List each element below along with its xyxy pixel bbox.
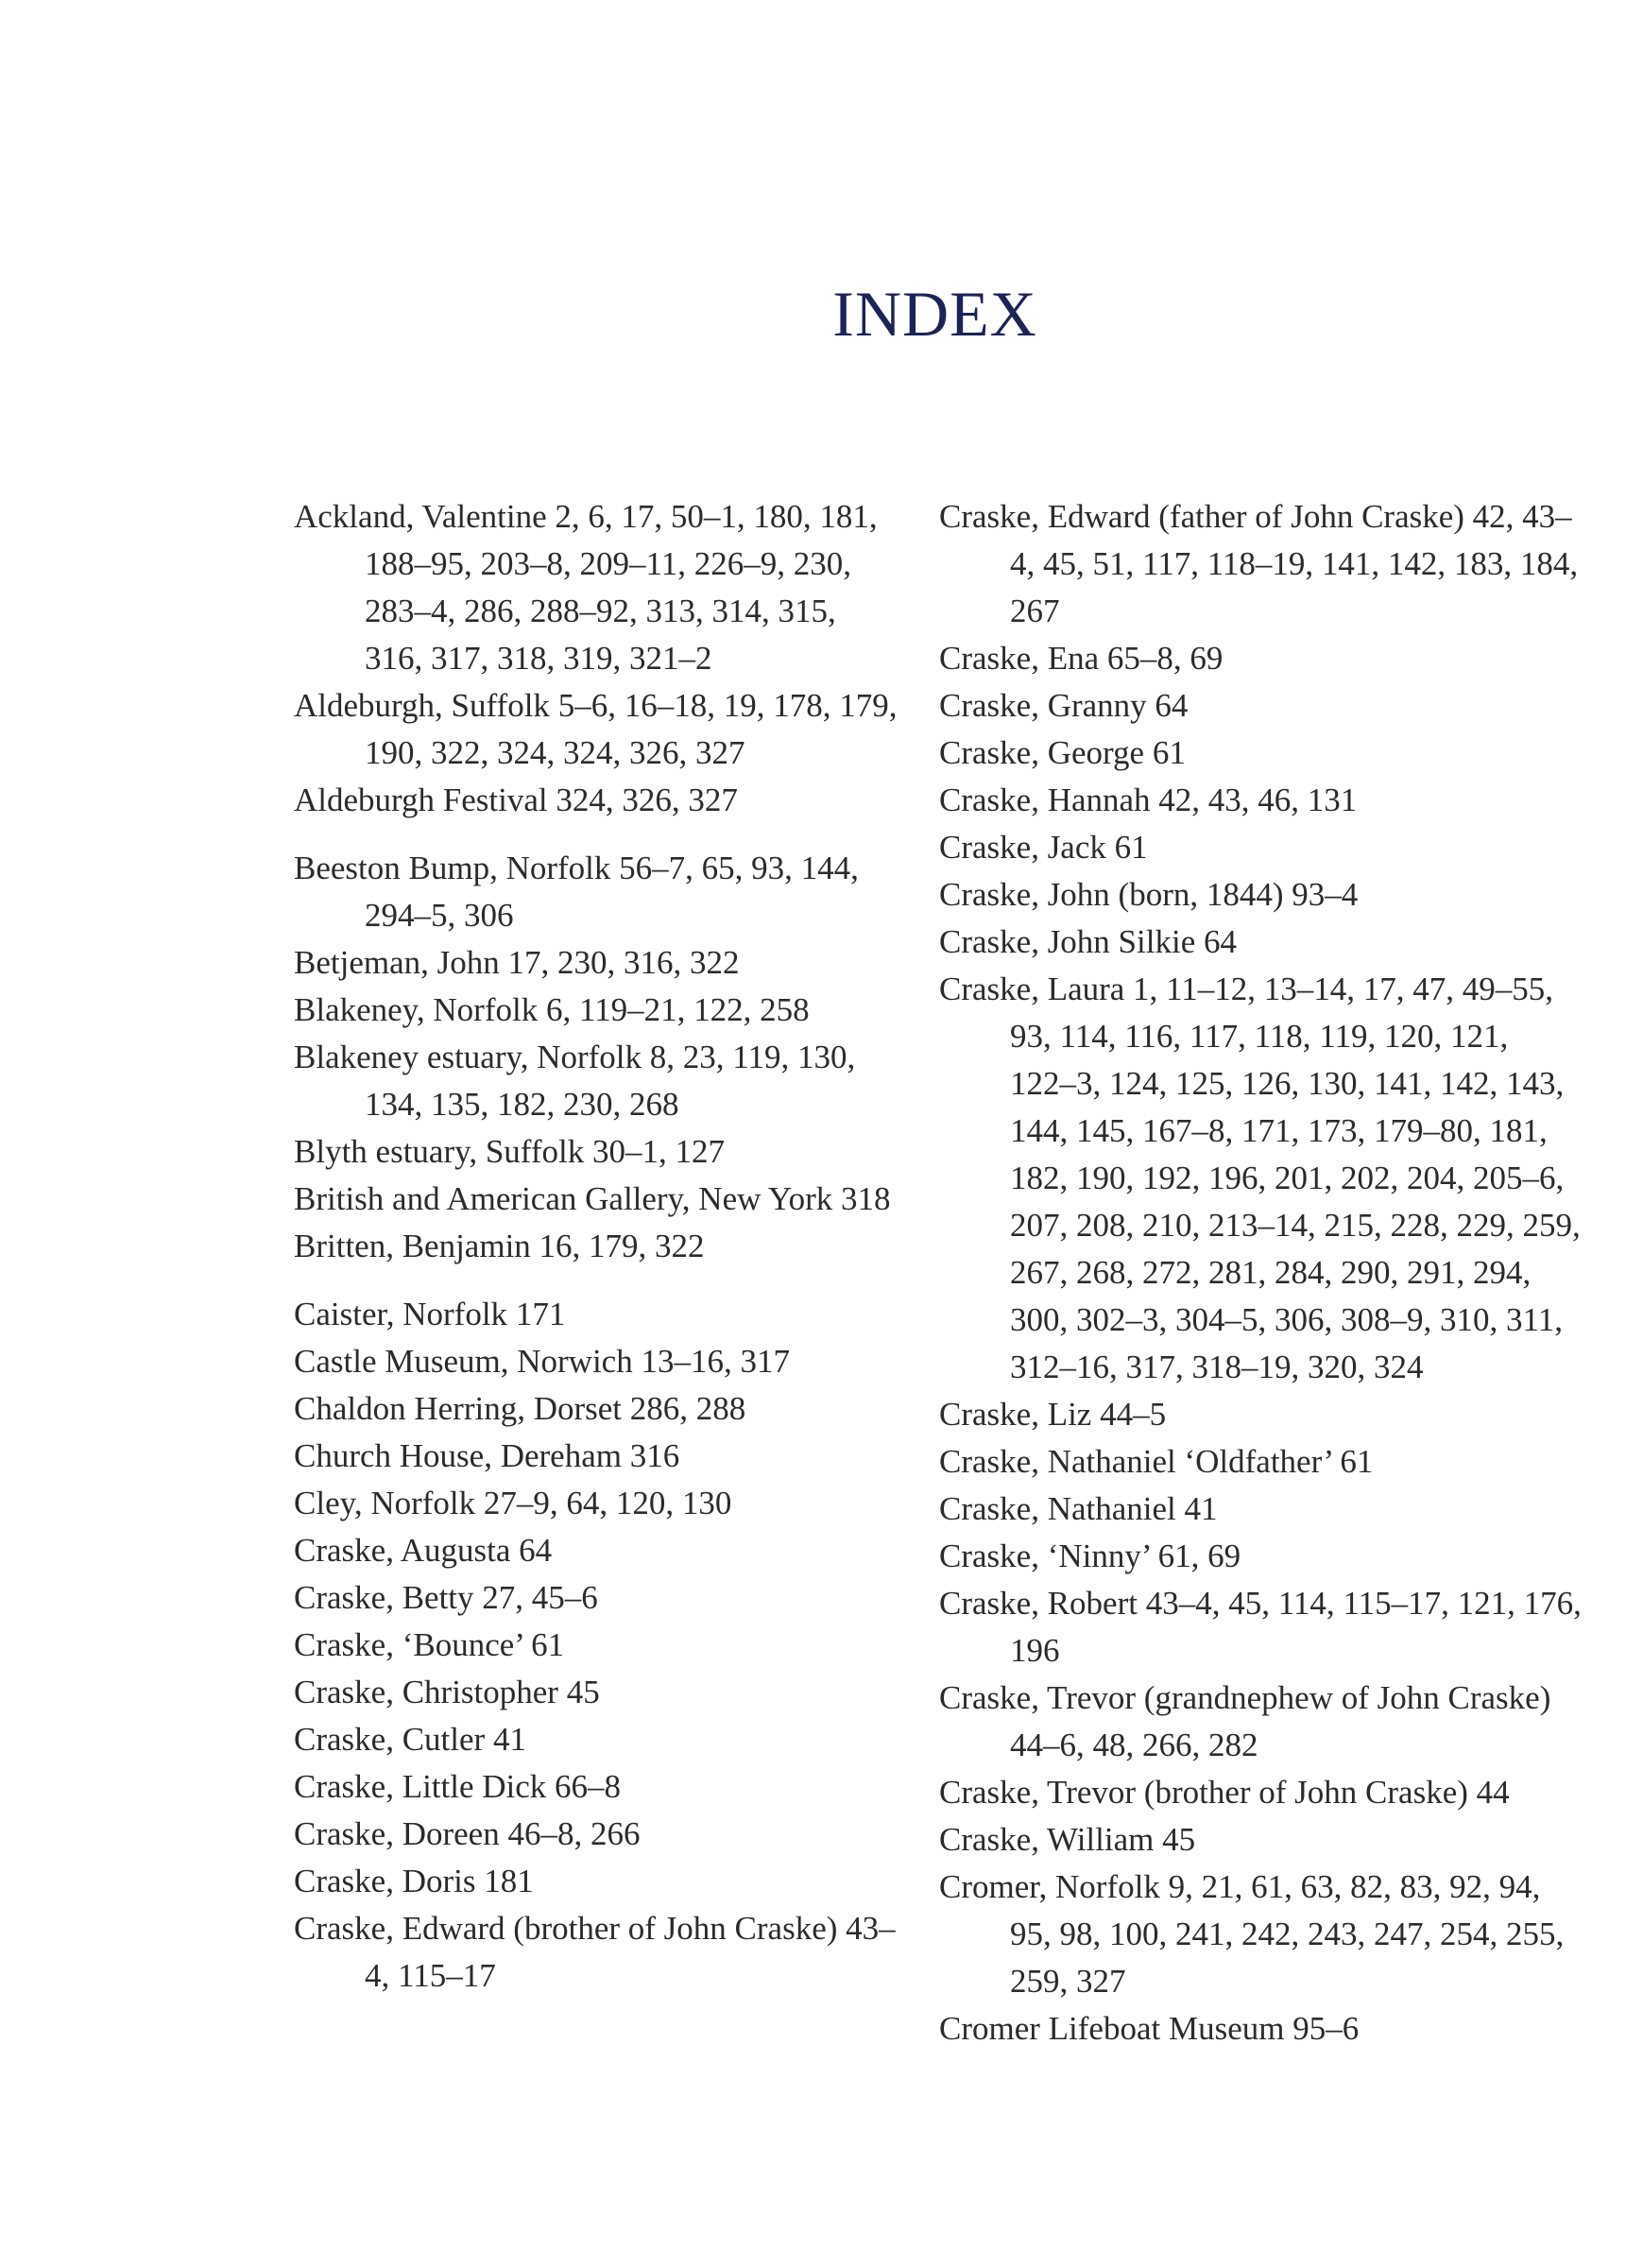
index-entry [294, 1128, 899, 1176]
index-page-refs: 318 [841, 1180, 891, 1217]
index-page-refs: 17, 230, 316, 322 [507, 944, 740, 981]
index-term: Craske, Nathaniel ‘Oldfather’ [939, 1443, 1332, 1480]
index-entry [939, 777, 1582, 824]
index-entry [939, 635, 1582, 682]
index-term: Cromer, Norfolk [939, 1868, 1160, 1905]
index-page-refs: 6, 119–21, 122, 258 [545, 991, 810, 1028]
index-term: Craske, Edward (father of John Craske) [939, 498, 1464, 535]
index-term: Betjeman, John [294, 944, 500, 981]
index-term: Craske, Edward (brother of John Craske) [294, 1910, 838, 1947]
index-term: Caister, Norfolk [294, 1296, 508, 1332]
index-term: Craske, Laura [939, 971, 1125, 1007]
index-page-refs: 42, 43–4, 45, 51, 117, 118–19, 141, 142, 183, 184, 267 [1010, 498, 1579, 629]
index-page-refs: 64 [519, 1532, 553, 1569]
index-page-refs: 56–7, 65, 93, 144, 294–5, 306 [365, 850, 859, 934]
index-entry [294, 1811, 899, 1858]
index-page-refs: 61 [531, 1626, 565, 1663]
index-entry [939, 1533, 1582, 1580]
index-entry [939, 493, 1582, 635]
index-entry [939, 966, 1582, 1391]
index-page-refs: 171 [515, 1296, 566, 1332]
index-entry [939, 1580, 1582, 1675]
index-entry [294, 1669, 899, 1716]
index-entry [939, 919, 1582, 966]
index-page-refs: 5–6, 16–18, 19, 178, 179, 190, 322, 324, 324, 326, 327 [365, 687, 898, 771]
index-page-refs: 181 [484, 1863, 534, 1899]
index-term: Craske, Little Dick [294, 1768, 547, 1805]
index-entry [939, 1438, 1582, 1486]
index-page-refs: 41 [1184, 1490, 1218, 1527]
index-page-refs: 46–8, 266 [507, 1815, 641, 1852]
index-term: Craske, Nathaniel [939, 1490, 1176, 1527]
index-entry [294, 1385, 899, 1433]
index-entry [294, 1574, 899, 1622]
index-entry [939, 824, 1582, 871]
index-term: Craske, Ena [939, 640, 1100, 677]
index-term: Craske, ‘Ninny’ [939, 1538, 1150, 1574]
index-entry [939, 730, 1582, 777]
index-page-refs: 61 [1152, 734, 1186, 771]
index-page-refs: 64 [1155, 687, 1189, 724]
index-entry [294, 845, 899, 939]
index-entry [939, 871, 1582, 919]
index-page-refs: 61 [1114, 829, 1148, 866]
index-page-refs: 8, 23, 119, 130, 134, 135, 182, 230, 268 [365, 1039, 856, 1123]
index-entry [939, 1675, 1582, 1769]
index-term: Craske, Betty [294, 1579, 474, 1616]
index-entry [294, 1716, 899, 1763]
index-term: Craske, Augusta [294, 1532, 511, 1569]
index-page-refs: 9, 21, 61, 63, 82, 83, 92, 94, 95, 98, 100, 241, 242, 243, 247, 254, 255, 259, 327 [1010, 1868, 1565, 2000]
index-entry [939, 1769, 1582, 1816]
index-page-refs: 316 [629, 1437, 680, 1474]
index-page-refs: 42, 43, 46, 131 [1158, 782, 1358, 818]
index-term: Aldeburgh, Suffolk [294, 687, 550, 724]
index-term: British and American Gallery, New York [294, 1180, 833, 1217]
index-term: Craske, John (born, 1844) [939, 876, 1284, 913]
index-entry [294, 1527, 899, 1574]
index-term: Aldeburgh Festival [294, 782, 548, 818]
index-term: Craske, Doris [294, 1863, 476, 1899]
index-page-refs: 66–8 [555, 1768, 622, 1805]
index-term: Blakeney, Norfolk [294, 991, 539, 1028]
index-page-refs: 30–1, 127 [591, 1133, 725, 1170]
index-column-right [939, 493, 1582, 2053]
index-page-refs: 286, 288 [629, 1390, 746, 1427]
index-entry [294, 939, 899, 987]
index-term: Craske, ‘Bounce’ [294, 1626, 523, 1663]
page-title: INDEX [832, 278, 1037, 350]
index-entry [294, 987, 899, 1034]
index-term: Blakeney estuary, Norfolk [294, 1039, 642, 1075]
index-page-refs: 64 [1203, 923, 1237, 960]
index-entry [939, 1864, 1582, 2005]
index-term: Craske, John Silkie [939, 923, 1196, 960]
index-page-refs: 324, 326, 327 [556, 782, 738, 818]
index-term: Cromer Lifeboat Museum [939, 2010, 1285, 2047]
index-entry [294, 1291, 899, 1338]
index-entry [294, 1622, 899, 1669]
index-term: Craske, Granny [939, 687, 1147, 724]
index-page-refs: 43–4, 45, 114, 115–17, 121, 176, 196 [1010, 1585, 1582, 1669]
index-entry [294, 1223, 899, 1270]
index-entry [939, 682, 1582, 730]
index-term: Britten, Benjamin [294, 1228, 531, 1264]
index-page-refs: 65–8, 69 [1106, 640, 1224, 677]
index-entry [294, 682, 899, 777]
index-page-refs: 44–6, 48, 266, 282 [1010, 1727, 1258, 1763]
index-entry [294, 1858, 899, 1905]
index-term: Craske, Trevor (grandnephew of John Craske) [939, 1679, 1551, 1716]
index-term: Church House, Dereham [294, 1437, 622, 1474]
index-entry [294, 1433, 899, 1480]
index-entry [939, 1486, 1582, 1533]
index-entry [294, 1176, 899, 1223]
letter-group-gap [294, 1270, 899, 1291]
index-term: Ackland, Valentine [294, 498, 547, 535]
index-page-refs: 13–16, 317 [641, 1343, 790, 1380]
index-page-refs: 44–5 [1100, 1396, 1167, 1433]
index-entry [294, 1034, 899, 1128]
index-page-refs: 45 [566, 1674, 600, 1710]
index-term: Cley, Norfolk [294, 1485, 476, 1521]
index-entry [294, 1338, 899, 1385]
index-page-refs: 95–6 [1292, 2010, 1360, 2047]
index-entry [294, 493, 899, 682]
index-term: Craske, Doreen [294, 1815, 500, 1852]
index-entry [294, 777, 899, 824]
index-entry [939, 1816, 1582, 1864]
index-page-refs: 61, 69 [1157, 1538, 1241, 1574]
index-page-refs: 2, 6, 17, 50–1, 180, 181, 188–95, 203–8, 209–11, 226–9, 230, 283–4, 286, 288–92, 313, 314, 315, 316, 317, 318, 319, 321–2 [365, 498, 878, 677]
index-page-refs: 41 [492, 1721, 526, 1758]
index-page-refs: 61 [1340, 1443, 1374, 1480]
index-term: Craske, Cutler [294, 1721, 486, 1758]
index-page-refs: 27, 45–6 [482, 1579, 598, 1616]
index-entry [294, 1763, 899, 1811]
index-column-left [294, 493, 899, 2000]
index-entry [294, 1480, 899, 1527]
index-page-refs: 44 [1476, 1774, 1510, 1811]
index-page-refs: 1, 11–12, 13–14, 17, 47, 49–55, 93, 114, 116, 117, 118, 119, 120, 121, 122–3, 124, 125, 126, 130, 141, 142, 143, 144, 145, 167–8, 171, 173, 179–80, 181, 182, 190, 192, 196, 201, 202, 204, 205–6, 207, 208, 210, 213–14, 215, 228, 229, 259, 267, 268, 272, 281, 284, 290, 291, 294, 300, 302–3, 304–5, 306, 308–9, 310, 311, 312–16, 317, 318–19, 320, 324 [1010, 971, 1581, 1385]
index-page-refs: 16, 179, 322 [539, 1228, 705, 1264]
index-page-refs: 43–4, 115–17 [365, 1910, 896, 1994]
index-term: Craske, Liz [939, 1396, 1092, 1433]
letter-group-gap [294, 824, 899, 845]
index-entry [939, 2005, 1582, 2053]
index-term: Craske, William [939, 1821, 1155, 1858]
index-term: Chaldon Herring, Dorset [294, 1390, 623, 1427]
index-entry [939, 1391, 1582, 1438]
index-term: Craske, Jack [939, 829, 1106, 866]
index-term: Craske, George [939, 734, 1145, 771]
index-page-refs: 27–9, 64, 120, 130 [483, 1485, 732, 1521]
index-term: Craske, Christopher [294, 1674, 558, 1710]
index-term: Beeston Bump, Norfolk [294, 850, 611, 886]
index-page-refs: 45 [1162, 1821, 1196, 1858]
index-term: Craske, Trevor (brother of John Craske) [939, 1774, 1468, 1811]
index-term: Craske, Hannah [939, 782, 1151, 818]
index-page-refs: 93–4 [1292, 876, 1359, 913]
index-term: Castle Museum, Norwich [294, 1343, 633, 1380]
index-term: Blyth estuary, Suffolk [294, 1133, 585, 1170]
index-term: Craske, Robert [939, 1585, 1138, 1622]
index-entry [294, 1905, 899, 2000]
